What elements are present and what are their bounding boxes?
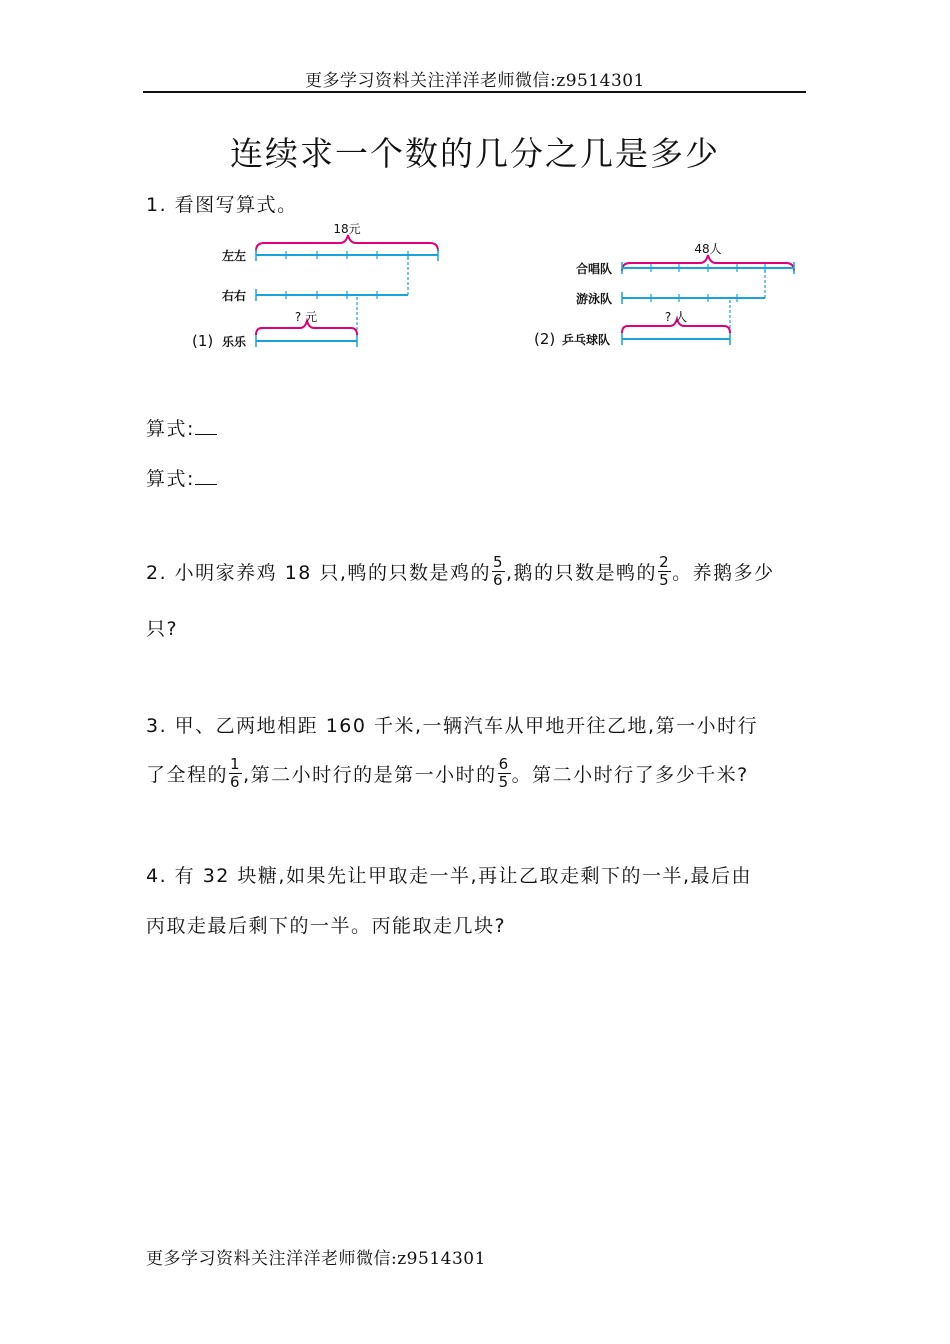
- diagram-1: [180, 215, 460, 350]
- formula-2-label: 算式:: [146, 468, 195, 490]
- question-3-text-c: 。第二小时行了多少千米?: [511, 764, 749, 786]
- question-4-line-2: 丙取走最后剩下的一半。丙能取走几块?: [146, 915, 507, 937]
- question-2-text-a: 2. 小明家养鸡 18 只,鸭的只数是鸡的: [146, 562, 491, 584]
- formula-1: [146, 414, 217, 441]
- header-divider: [143, 91, 806, 93]
- question-1-prompt: 1. 看图写算式。: [146, 194, 298, 216]
- fraction-5-6: $\frac{5}{6}$: [492, 553, 505, 589]
- diagram-1-row1-label: 左左: [222, 249, 247, 263]
- diagram-1-row3-label: 乐乐: [222, 335, 247, 349]
- diagram-2-row2-label: 游泳队: [576, 292, 613, 306]
- formula-2-answer-blank[interactable]: [195, 466, 217, 485]
- fraction-1-6: $\frac{1}{6}$: [230, 755, 242, 791]
- fraction-6-5: $\frac{6}{5}$: [498, 755, 510, 791]
- diagram-2-part-label: (2): [534, 330, 556, 348]
- page-footer: 更多学习资料关注洋洋老师微信:z9514301: [146, 1249, 486, 1269]
- page-header: 更多学习资料关注洋洋老师微信:z9514301: [305, 71, 645, 91]
- fraction-2-5: $\frac{2}{5}$: [659, 553, 671, 589]
- question-3-line-2: [146, 755, 749, 793]
- diagram-2-question: ? 人: [664, 310, 688, 324]
- diagram-1-question: ? 元: [294, 310, 318, 324]
- diagram-2-row1-label: 合唱队: [576, 262, 613, 276]
- diagram-1-part-label: (1): [192, 332, 214, 350]
- page-title: 连续求一个数的几分之几是多少: [230, 134, 720, 173]
- question-2-text-c: 。养鹅多少: [672, 562, 775, 584]
- diagram-1-top-brace: [256, 235, 438, 251]
- question-2-line-2: 只?: [146, 618, 179, 640]
- diagram-2: [530, 235, 810, 350]
- question-2-line-1: [146, 553, 775, 591]
- diagram-2-row3-label: 乒乓球队: [562, 333, 611, 347]
- question-3-line-1: 3. 甲、乙两地相距 160 千米,一辆汽车从甲地开往乙地,第一小时行: [146, 715, 759, 737]
- question-4-line-1: 4. 有 32 块糖,如果先让甲取走一半,再让乙取走剩下的一半,最后由: [146, 865, 753, 887]
- diagram-2-top-value: 48人: [694, 242, 722, 256]
- question-3-text-a: 了全程的: [146, 764, 229, 786]
- diagram-1-row2-label: 右右: [222, 289, 247, 303]
- formula-1-answer-blank[interactable]: [195, 416, 217, 435]
- question-3-text-b: ,第二小时行的是第一小时的: [243, 764, 497, 786]
- formula-1-label: 算式:: [146, 418, 195, 440]
- formula-2: [146, 464, 217, 491]
- question-2-text-b: ,鹅的只数是鸭的: [506, 562, 658, 584]
- diagram-1-top-value: 18元: [333, 222, 361, 236]
